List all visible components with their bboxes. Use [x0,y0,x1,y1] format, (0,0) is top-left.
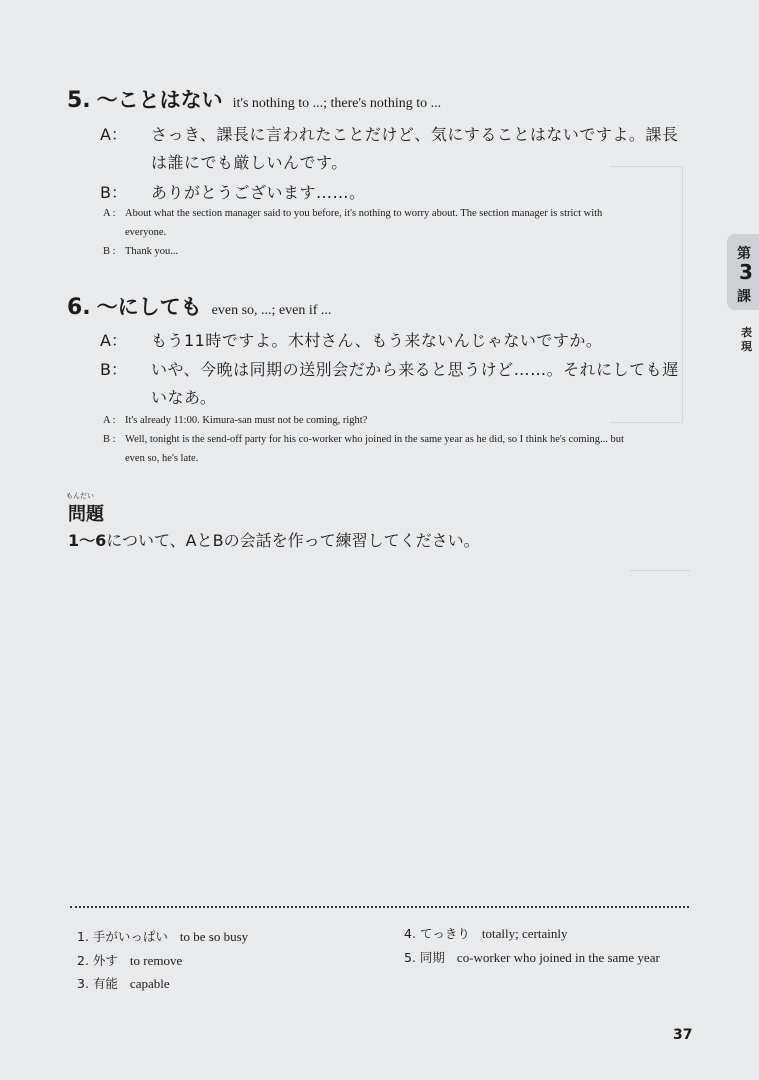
chapter-tab-suffix: 課 [737,289,751,305]
vocab-term: 同期 [419,950,445,965]
section5-title: 〜ことはない [96,88,223,112]
vocab-term: てっきり [419,926,470,941]
dialogue-line: もう11時ですよ。木村さん、もう来ないんじゃないですか。 [151,331,603,350]
question-text: について、AとBの会話を作って練習してください。 [106,531,480,550]
vocab-divider [70,906,689,908]
vocab-number: 4. [404,926,416,941]
ghost-box [630,470,690,571]
dialogue-line: いや、今晩は同期の送別会だから来ると思うけど……。それにしても遅 [151,360,679,379]
vocab-meaning: totally; certainly [481,926,568,941]
question-instruction [68,528,480,551]
english-speaker: A : [103,208,116,219]
vocab-meaning: co-worker who joined in the same year [456,950,660,965]
dialogue-line: いなあ。 [151,388,217,407]
english-speaker: B : [103,246,116,257]
vocab-meaning: capable [129,976,170,991]
speaker-label: B： [100,183,127,202]
vocab-item [404,924,567,942]
english-translation: Well, tonight is the send-off party for his co-worker who joined in the same year as he did, so I think he's coming... but [125,434,624,445]
english-speaker: A : [103,415,116,426]
vocab-number: 1. [77,929,89,944]
vocab-term: 手がいっぱい [92,929,168,944]
page-number: 37 [673,1027,693,1043]
dialogue-line: は誰にでも厳しいんです。 [151,153,348,172]
section6-heading [67,291,331,321]
dialogue-line: ありがとうございます……。 [151,183,366,202]
english-translation: About what the section manager said to you before, it's nothing to worry about. The section manager is strict with [125,208,603,219]
question-ruby: もんだい [66,492,94,500]
section6-number: 6. [67,295,91,320]
chapter-section-label: 表現 [741,326,752,353]
vocab-item [77,951,182,969]
dialogue-line: さっき、課長に言われたことだけど、気にすることはないですよ。課長 [151,125,679,144]
section5-number: 5. [67,88,91,113]
vocab-item [77,927,248,945]
section6-title: 〜にしても [96,295,202,319]
vocab-meaning: to remove [129,953,183,968]
section5-heading [67,84,441,114]
speaker-label: B： [100,360,127,379]
ghost-box [610,166,683,423]
vocab-term: 外す [92,953,118,968]
vocab-item [77,974,170,992]
english-translation: even so, he's late. [125,453,199,464]
chapter-tab-prefix: 第 [737,246,751,262]
speaker-label: A： [100,125,127,144]
chapter-tab [727,234,759,310]
section6-gloss: even so, ...; even if ... [211,303,332,318]
question-range: 1〜6 [68,531,107,550]
vocab-item [404,948,660,966]
question-title: 問題 [68,504,104,525]
section5-gloss: it's nothing to ...; there's nothing to ... [232,96,442,111]
speaker-label: A： [100,331,127,350]
english-translation: Thank you... [125,246,179,257]
vocab-meaning: to be so busy [179,929,249,944]
vocab-number: 5. [404,950,416,965]
vocab-number: 2. [77,953,89,968]
vocab-term: 有能 [92,976,118,991]
english-translation: everyone. [125,227,167,238]
english-translation: It's already 11:00. Kimura-san must not be coming, right? [125,415,368,426]
english-speaker: B : [103,434,116,445]
vocab-number: 3. [77,976,89,991]
chapter-tab-number: 3 [739,260,753,284]
